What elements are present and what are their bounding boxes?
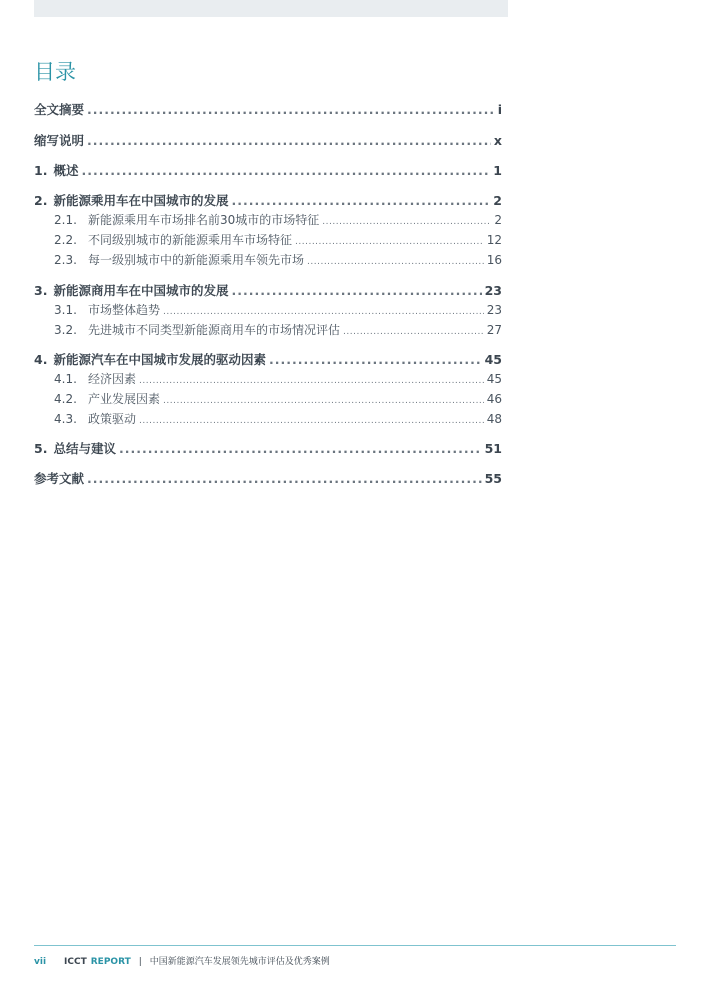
toc-page-number: 55 [484, 471, 502, 486]
toc-page-number: 16 [486, 253, 502, 267]
toc-dot-leader [87, 133, 491, 148]
toc-entry-section-4-3[interactable] [34, 410, 502, 430]
toc-entry-label: 先进城市不同类型新能源商用车的市场情况评估 [88, 323, 341, 337]
toc-entry-label: 新能源汽车在中国城市发展的驱动因素 [53, 352, 266, 367]
toc-page-number: 12 [486, 233, 502, 247]
toc-dot-leader [231, 193, 490, 208]
toc-entry-number: 3.2. [54, 323, 77, 337]
toc-entry-section-2-3[interactable] [34, 251, 502, 271]
toc-entry-number: 4.3. [54, 412, 77, 426]
toc-page-number: 1 [493, 163, 502, 178]
toc-dot-leader [139, 376, 484, 386]
toc-page-number: i [497, 102, 502, 117]
footer-report-label: REPORT [90, 957, 131, 967]
toc-page-number: 23 [484, 283, 502, 298]
toc-entry-number: 3. [34, 283, 48, 298]
toc-dot-leader [295, 237, 484, 247]
toc-entry-number: 5. [34, 441, 48, 456]
toc-entry-number: 4. [34, 352, 48, 367]
toc-entry-label: 缩写说明 [34, 133, 85, 148]
toc-entry-summary[interactable] [34, 100, 502, 120]
toc-entry-label: 概述 [53, 163, 79, 178]
toc-entry-label: 经济因素 [88, 372, 137, 386]
toc-title: 目录 [34, 60, 76, 84]
toc-page-number: 51 [484, 441, 502, 456]
toc-entry-section-3-2[interactable] [34, 321, 502, 341]
footer-org-name: ICCT [64, 957, 87, 967]
toc-entry-label: 全文摘要 [34, 102, 85, 117]
toc-page-number: 2 [494, 213, 502, 227]
toc-entry-abbreviations[interactable] [34, 131, 502, 151]
toc-dot-leader [87, 471, 482, 486]
toc-entry-number: 2.3. [54, 253, 77, 267]
toc-entry-section-4-2[interactable] [34, 390, 502, 410]
toc-entry-label: 不同级别城市的新能源乘用车市场特征 [88, 233, 293, 247]
toc-page-number: 45 [484, 352, 502, 367]
toc-page-number: 46 [486, 392, 502, 406]
toc-entry-section-3-1[interactable] [34, 301, 502, 321]
toc-entry-number: 2. [34, 193, 48, 208]
toc-entry-label: 产业发展因素 [88, 392, 161, 406]
toc-entry-number: 4.1. [54, 372, 77, 386]
footer-divider [34, 945, 676, 946]
toc-page-number: 45 [486, 372, 502, 386]
toc-entry-chapter-5[interactable] [34, 439, 502, 459]
toc-entry-number: 2.1. [54, 213, 77, 227]
toc-page-number: x [493, 133, 502, 148]
toc-entry-chapter-4[interactable] [34, 350, 502, 370]
toc-dot-leader [269, 352, 482, 367]
toc-dot-leader [307, 257, 484, 267]
toc-entry-label: 每一级别城市中的新能源乘用车领先市场 [88, 253, 305, 267]
toc-entry-label: 新能源乘用车在中国城市的发展 [53, 193, 229, 208]
toc-dot-leader [139, 416, 484, 426]
toc-page-number: 23 [486, 303, 502, 317]
toc-entry-number: 3.1. [54, 303, 77, 317]
toc-entry-number: 2.2. [54, 233, 77, 247]
toc-entry-chapter-1[interactable] [34, 161, 502, 181]
toc-dot-leader [119, 441, 482, 456]
toc-dot-leader [231, 283, 481, 298]
toc-entry-number: 1. [34, 163, 48, 178]
top-banner-band [34, 0, 508, 17]
footer-page-number: vii [34, 957, 47, 967]
toc-dot-leader [343, 327, 484, 337]
toc-entry-section-2-1[interactable] [34, 211, 502, 231]
toc-entry-label: 新能源商用车在中国城市的发展 [53, 283, 229, 298]
toc-entry-section-2-2[interactable] [34, 231, 502, 251]
page-footer [34, 955, 330, 969]
toc-dot-leader [163, 307, 484, 317]
toc-entry-label: 总结与建议 [53, 441, 116, 456]
toc-dot-leader [81, 163, 490, 178]
toc-entry-section-4-1[interactable] [34, 370, 502, 390]
footer-separator: | [138, 957, 142, 967]
toc-entry-chapter-3[interactable] [34, 281, 502, 301]
toc-entry-chapter-2[interactable] [34, 191, 502, 211]
toc-dot-leader [87, 102, 495, 117]
toc-entry-label: 政策驱动 [88, 412, 137, 426]
toc-page-number: 27 [486, 323, 502, 337]
toc-page-number: 48 [486, 412, 502, 426]
toc-entry-label: 市场整体趋势 [88, 303, 161, 317]
toc-entry-references[interactable] [34, 469, 502, 489]
footer-document-title: 中国新能源汽车发展领先城市评估及优秀案例 [149, 957, 330, 967]
toc-dot-leader [322, 217, 491, 227]
toc-entry-label: 新能源乘用车市场排名前30城市的市场特征 [88, 213, 320, 227]
toc-entry-number: 4.2. [54, 392, 77, 406]
toc-dot-leader [163, 396, 484, 406]
toc-page-number: 2 [493, 193, 502, 208]
toc-entry-label: 参考文献 [34, 471, 85, 486]
